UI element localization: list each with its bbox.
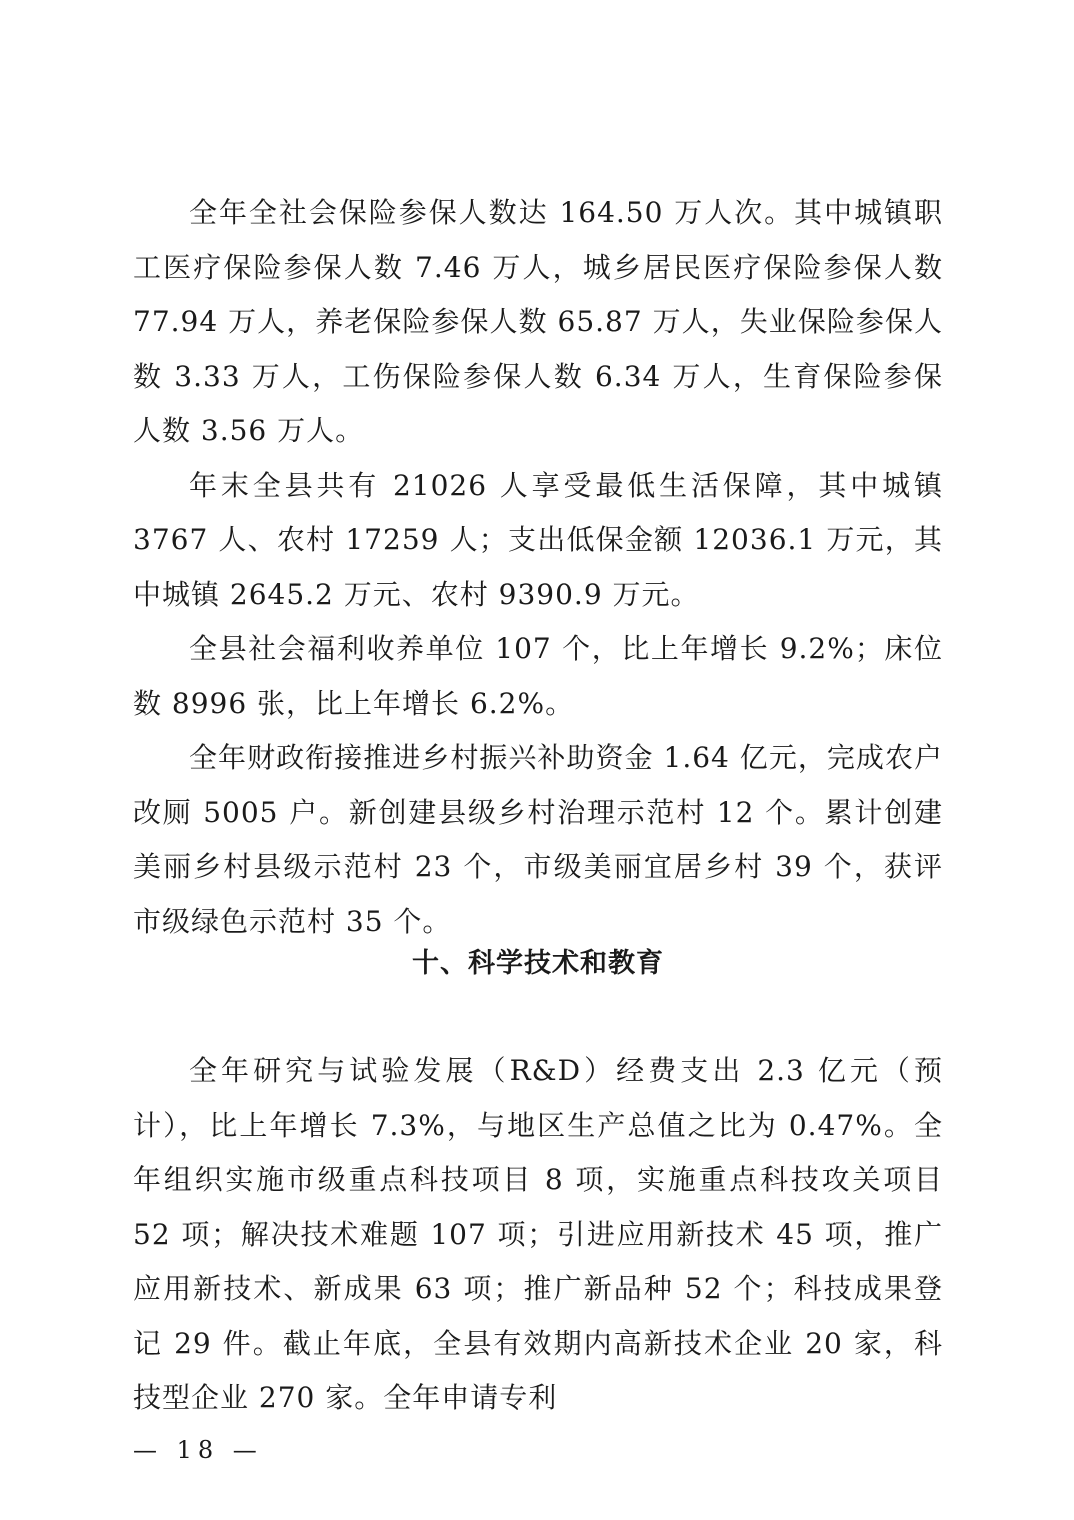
paragraph-rd-expenditure: 全年研究与试验发展（R&D）经费支出 2.3 亿元（预计），比上年增长 7.3%，与地区生产总值之比为 0.47%。全年组织实施市级重点科技项目 8 项，实施重点科技攻关项目 52 项；解决技术难题 107 项；引进应用新技术 45 项，推广应用新技术、新成果 63 项；推广新品种 52 个；科技成果登记 29 件。截止年底，全县有效期内高新技术企业 20 家，科技型企业 270 家。全年申请专利 [133,1054,943,1414]
section-heading: 十、科学技术和教育 [412,948,664,979]
paragraph-rural-revitalization: 全年财政衔接推进乡村振兴补助资金 1.64 亿元，完成农户改厕 5005 户。新创建县级乡村治理示范村 12 个。累计创建美丽乡村县级示范村 23 个，市级美丽宜居乡村 39 个，获评市级绿色示范村 35 个。 [133,741,943,938]
social-security-section [133,186,943,949]
paragraph-insurance: 全年全社会保险参保人数达 164.50 万人次。其中城镇职工医疗保险参保人数 7.46 万人，城乡居民医疗保险参保人数 77.94 万人，养老保险参保人数 65.87 万人，失业保险参保人数 3.33 万人，工伤保险参保人数 6.34 万人，生育保险参保人数 3.56 万人。 [133,196,943,447]
science-section [133,1044,943,1426]
paragraph-minimum-living: 年末全县共有 21026 人享受最低生活保障，其中城镇 3767 人、农村 17259 人；支出低保金额 12036.1 万元，其中城镇 2645.2 万元、农村 9390.9 万元。 [133,468,943,611]
page-number: — 18 — [133,1436,263,1464]
paragraph-welfare-units: 全县社会福利收养单位 107 个，比上年增长 9.2%；床位数 8996 张，比上年增长 6.2%。 [133,632,943,720]
